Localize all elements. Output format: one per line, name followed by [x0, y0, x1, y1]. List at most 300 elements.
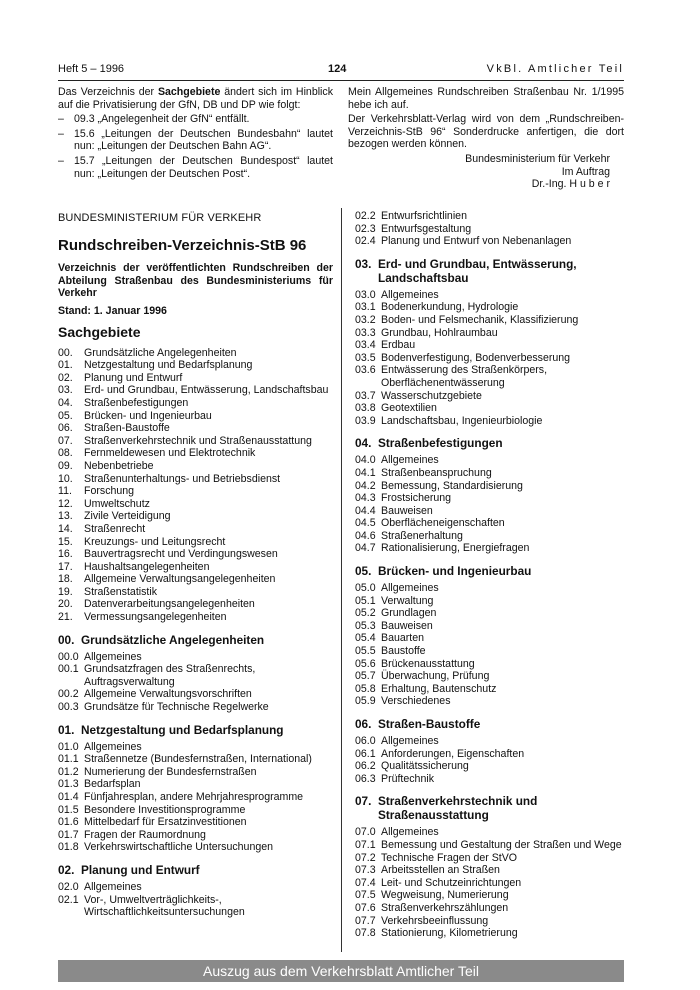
list-item [355, 595, 630, 608]
list-item [58, 384, 333, 397]
letter-paragraph-1: Mein Allgemeines Rundschreiben Straßenbau Nr. 1/1995 hebe ich auf. [348, 86, 624, 111]
item-number: 02.2 [355, 210, 376, 222]
item-label: Prüftechnik [381, 772, 434, 785]
page-number: 124 [328, 63, 347, 75]
sachgebiet-label: Datenverarbeitungsangelegenheiten [84, 598, 255, 611]
item-number: 07.2 [355, 851, 376, 864]
list-item [58, 829, 333, 842]
item-number: 00.3 [58, 701, 79, 714]
item-label: Bodenverfestigung, Bodenverbesserung [381, 351, 571, 364]
list-item [355, 773, 630, 786]
list-item [58, 397, 333, 410]
sachgebiet-number: 09. [58, 459, 73, 472]
list-item [355, 492, 630, 505]
list-item [355, 505, 630, 518]
signature-ministry: Bundesministerium für Verkehr [465, 152, 610, 165]
list-item [355, 877, 630, 890]
signature-block [348, 153, 624, 191]
item-label: Entwässerung des Straßenkörpers, Oberflächenentwässerung [381, 364, 548, 389]
list-item [355, 889, 630, 902]
list-item [355, 645, 630, 658]
list-item [58, 561, 333, 574]
section-number: 04. [355, 436, 372, 451]
sachgebiet-label: Umweltschutz [84, 497, 150, 510]
sachgebiet-label: Straßen-Baustoffe [84, 422, 170, 435]
list-item [355, 735, 630, 748]
sachgebiet-label: Erd- und Grundbau, Entwässerung, Landschaftsbau [84, 384, 329, 397]
document-subtitle: Verzeichnis der veröffentlichten Rundschreiben der Abteilung Straßenbau des Bundesministeriums für Verkehr [58, 262, 333, 299]
item-label: Besondere Investitionsprogramme [84, 803, 246, 816]
item-label: Brückenausstattung [381, 657, 475, 670]
item-label: Stationierung, Kilometrierung [381, 927, 518, 940]
item-number: 05.9 [355, 695, 376, 708]
item-label: Leit- und Schutzeinrichtungen [381, 876, 522, 889]
item-number: 04.5 [355, 517, 376, 530]
item-label: Allgemeine Verwaltungsvorschriften [84, 688, 252, 701]
list-item [58, 359, 333, 372]
sachgebiet-number: 05. [58, 409, 73, 422]
section-heading [58, 863, 333, 877]
item-number: 00.0 [58, 650, 79, 663]
list-item [355, 454, 630, 467]
section-heading [355, 717, 630, 731]
list-item [355, 864, 630, 877]
change-text: 15.7 „Leitungen der Deutschen Bundespost“ lautet nun: „Leitungen der Deutschen Post“. [74, 154, 333, 180]
list-item [58, 791, 333, 804]
list-item [58, 573, 333, 586]
sachgebiet-label: Nebenbetriebe [84, 459, 154, 472]
item-number: 07.4 [355, 876, 376, 889]
section-heading [355, 564, 630, 578]
list-item [355, 223, 630, 236]
sachgebiet-number: 01. [58, 359, 73, 372]
list-item [58, 598, 333, 611]
list-item [58, 753, 333, 766]
list-item [58, 498, 333, 511]
item-number: 03.1 [355, 301, 376, 314]
item-number: 01.1 [58, 753, 79, 766]
list-item [355, 748, 630, 761]
section-title: Grundsätzliche Angelegenheiten [81, 632, 265, 647]
list-item [355, 327, 630, 340]
list-item [355, 390, 630, 403]
sachgebiete-heading: Sachgebiete [58, 324, 141, 340]
document-title: Rundschreiben-Verzeichnis-StB 96 [58, 236, 307, 254]
sachgebiet-number: 21. [58, 611, 73, 624]
item-label: Baustoffe [381, 645, 426, 658]
intro-lead-pre: Das Verzeichnis der [58, 86, 158, 98]
letter-block [348, 86, 624, 191]
sachgebiet-number: 15. [58, 535, 73, 548]
list-item [355, 415, 630, 428]
item-number: 05.2 [355, 607, 376, 620]
document-date: Stand: 1. Januar 1996 [58, 305, 167, 318]
item-label: Straßennetze (Bundesfernstraßen, International) [84, 753, 312, 766]
item-label: Landschaftsbau, Ingenieurbiologie [381, 414, 543, 427]
item-label: Vor-, Umweltverträglichkeits-, Wirtschaftlichkeitsuntersuchungen [84, 893, 245, 919]
list-item [355, 314, 630, 327]
section-heading [355, 436, 630, 450]
item-number: 07.7 [355, 914, 376, 927]
item-label: Erdbau [381, 339, 416, 352]
item-label: Frostsicherung [381, 492, 452, 505]
item-number: 06.2 [355, 760, 376, 773]
item-number: 00.1 [58, 663, 79, 676]
item-number: 02.3 [355, 222, 376, 235]
sachgebiet-number: 14. [58, 522, 73, 535]
section-title: Straßenbefestigungen [378, 436, 503, 451]
change-text: 15.6 „Leitungen der Deutschen Bundesbahn“ lautet nun: „Leitungen der Deutschen Bahn AG“. [74, 127, 333, 153]
item-number: 02.4 [355, 235, 376, 248]
section-heading [355, 794, 630, 822]
sachgebiet-label: Straßenrecht [84, 522, 146, 535]
item-number: 07.5 [355, 889, 376, 902]
section-number: 06. [355, 717, 372, 731]
item-number: 01.2 [58, 765, 79, 778]
item-number: 04.7 [355, 542, 376, 555]
list-item [355, 530, 630, 543]
list-item [58, 410, 333, 423]
right-sections [355, 257, 630, 940]
list-item [355, 235, 630, 248]
item-number: 02.0 [58, 880, 79, 893]
item-number: 07.6 [355, 901, 376, 914]
list-item [58, 701, 333, 714]
item-number: 04.6 [355, 529, 376, 542]
page-header [58, 63, 624, 79]
section-title: Erd- und Grundbau, Entwässerung, Landschaftsbau [378, 256, 577, 285]
item-label: Verkehrswirtschaftliche Untersuchungen [84, 841, 274, 854]
list-item [355, 301, 630, 314]
list-item [355, 289, 630, 302]
issue-label: Heft 5 – 1996 [58, 63, 125, 75]
item-number: 06.3 [355, 772, 376, 785]
item-label: Fragen der Raumordnung [84, 828, 206, 841]
section-title: Straßen-Baustoffe [378, 717, 481, 731]
item-label: Straßenverkehrszählungen [381, 901, 509, 914]
list-item [355, 760, 630, 773]
dash-marker: – [58, 113, 64, 126]
item-number: 06.1 [355, 747, 376, 760]
item-number: 05.8 [355, 682, 376, 695]
sachgebiete-list [58, 347, 333, 624]
item-label: Allgemeines [381, 735, 439, 747]
item-number: 05.1 [355, 594, 376, 607]
item-label: Bedarfsplan [84, 778, 141, 791]
list-item [58, 804, 333, 817]
change-text: 09.3 „Angelegenheit der GfN“ entfällt. [74, 113, 250, 126]
list-item [58, 663, 333, 688]
item-number: 03.4 [355, 339, 376, 352]
list-item [58, 485, 333, 498]
sachgebiet-label: Netzgestaltung und Bedarfsplanung [84, 359, 253, 372]
item-label: Straßenbeanspruchung [381, 466, 492, 479]
list-item [355, 632, 630, 645]
item-label: Entwurfsgestaltung [381, 222, 472, 235]
list-item [58, 766, 333, 779]
list-item [355, 352, 630, 365]
sachgebiet-number: 12. [58, 497, 73, 510]
item-number: 01.7 [58, 828, 79, 841]
item-label: Überwachung, Prüfung [381, 670, 490, 683]
column-divider [341, 208, 342, 952]
item-number: 03.2 [355, 313, 376, 326]
item-label: Allgemeines [381, 288, 439, 301]
list-item [355, 915, 630, 928]
list-item [355, 542, 630, 555]
item-number: 01.6 [58, 816, 79, 829]
item-number: 01.5 [58, 803, 79, 816]
item-label: Allgemeines [381, 582, 439, 595]
item-label: Numerierung der Bundesfernstraßen [84, 765, 257, 778]
sachgebiet-number: 20. [58, 598, 73, 611]
list-item [58, 651, 333, 664]
change-item [58, 113, 333, 126]
list-item [58, 536, 333, 549]
sachgebiet-label: Straßenunterhaltungs- und Betriebsdienst [84, 472, 281, 485]
list-item [355, 852, 630, 865]
list-item [355, 210, 630, 223]
sachgebiet-label: Straßenverkehrstechnik und Straßenausstattung [84, 434, 312, 447]
item-label: Oberflächeneigenschaften [381, 517, 505, 530]
dash-marker: – [58, 154, 64, 167]
item-label: Bemessung, Standardisierung [381, 479, 523, 492]
sachgebiet-label: Forschung [84, 485, 135, 498]
list-item [58, 435, 333, 448]
item-label: Technische Fragen der StVO [381, 851, 518, 864]
sachgebiet-number: 10. [58, 472, 73, 485]
list-item [58, 586, 333, 599]
sachgebiet-number: 04. [58, 396, 73, 409]
item-number: 07.3 [355, 864, 376, 877]
sachgebiet-label: Zivile Verteidigung [84, 510, 171, 523]
item-number: 03.9 [355, 414, 376, 427]
sachgebiet-number: 11. [58, 485, 72, 498]
list-item [355, 402, 630, 415]
sachgebiet-label: Haushaltsangelegenheiten [84, 560, 210, 573]
left-sections [58, 633, 333, 919]
list-item [58, 841, 333, 854]
list-item [58, 688, 333, 701]
item-label: Bodenerkundung, Hydrologie [381, 301, 519, 314]
item-number: 05.3 [355, 619, 376, 632]
sachgebiet-number: 00. [58, 346, 73, 359]
intro-lead-bold: Sachgebiete [157, 86, 221, 98]
sachgebiet-label: Allgemeine Verwaltungsangelegenheiten [84, 573, 276, 586]
list-item [58, 510, 333, 523]
change-item [58, 155, 333, 180]
item-number: 05.4 [355, 632, 376, 645]
sachgebiet-number: 13. [58, 510, 73, 523]
item-number: 04.1 [355, 466, 376, 479]
sachgebiet-label: Brücken- und Ingenieurbau [84, 409, 212, 422]
sachgebiet-number: 18. [58, 573, 73, 586]
list-item [58, 523, 333, 536]
sachgebiet-label: Straßenbefestigungen [84, 396, 189, 409]
header-rule [58, 80, 624, 81]
list-item [355, 517, 630, 530]
footer-banner: Auszug aus dem Verkehrsblatt Amtlicher Teil [58, 960, 624, 982]
sachgebiet-number: 06. [58, 422, 73, 435]
signature-auftrag: Im Auftrag [561, 165, 610, 178]
section-title: Brücken- und Ingenieurbau [378, 564, 532, 579]
item-label: Allgemeines [84, 880, 142, 893]
item-label: Rationalisierung, Energiefragen [381, 542, 530, 555]
signature-name: Dr.-Ing. H u b e r [531, 178, 610, 191]
item-label: Allgemeines [381, 826, 439, 839]
list-item [355, 620, 630, 633]
item-label: Bauweisen [381, 619, 433, 632]
list-item [355, 607, 630, 620]
item-label: Grundbau, Hohlraumbau [381, 326, 498, 339]
list-item [355, 927, 630, 940]
list-item [58, 881, 333, 894]
item-label: Boden- und Felsmechanik, Klassifizierung [381, 313, 579, 326]
item-number: 03.8 [355, 402, 376, 415]
item-number: 07.8 [355, 927, 376, 940]
item-number: 03.6 [355, 364, 376, 377]
sachgebiet-number: 17. [58, 560, 73, 573]
item-label: Anforderungen, Eigenschaften [381, 747, 525, 760]
intro-lead [58, 86, 333, 111]
sachgebiet-number: 07. [58, 434, 73, 447]
sachgebiet-label: Fernmeldewesen und Elektrotechnik [84, 447, 256, 460]
item-label: Verkehrsbeeinflussung [381, 914, 489, 927]
item-number: 02.1 [58, 893, 79, 906]
item-number: 04.3 [355, 492, 376, 505]
section-heading [58, 723, 333, 737]
list-item [355, 582, 630, 595]
list-item [355, 826, 630, 839]
section-title: Straßenverkehrstechnik und Straßenausstattung [378, 794, 538, 823]
item-label: Allgemeines [84, 740, 142, 753]
list-item [58, 894, 333, 919]
change-item [58, 128, 333, 153]
item-label: Bemessung und Gestaltung der Straßen und Wege [381, 838, 622, 851]
letter-paragraph-2: Der Verkehrsblatt-Verlag wird von dem „Rundschreiben-Verzeichnis-StB 96“ Sonderdrucke anfertigen, die dort bezogen werden können. [348, 113, 624, 151]
sachgebiet-number: 08. [58, 447, 73, 460]
list-item [355, 670, 630, 683]
dash-marker: – [58, 127, 64, 140]
section-number: 00. [58, 632, 75, 647]
item-number: 05.7 [355, 670, 376, 683]
list-item [355, 695, 630, 708]
item-label: Grundsätze für Technische Regelwerke [84, 701, 269, 714]
intro-lead-post: ändert sich im Hinblick auf die Privatisierung der GfN, DB und DP wie folgt: [58, 86, 334, 111]
section-number: 05. [355, 564, 372, 579]
list-item [58, 347, 333, 360]
item-label: Geotextilien [381, 402, 437, 415]
sachgebiet-number: 03. [58, 384, 73, 397]
list-item [355, 658, 630, 671]
list-item [58, 372, 333, 385]
sachgebiet-label: Bauvertragsrecht und Verdingungswesen [84, 548, 278, 561]
sachgebiet-label: Straßenstatistik [84, 585, 158, 598]
item-label: Wegweisung, Numerierung [381, 889, 509, 902]
item-number: 04.4 [355, 504, 376, 517]
list-item [58, 422, 333, 435]
right-column [355, 210, 630, 940]
item-number: 01.0 [58, 740, 79, 753]
list-item [355, 902, 630, 915]
list-item [58, 548, 333, 561]
list-item [355, 480, 630, 493]
list-item [58, 447, 333, 460]
section-title: Planung und Entwurf [81, 862, 200, 877]
list-item [355, 839, 630, 852]
item-number: 07.1 [355, 838, 376, 851]
item-number: 06.0 [355, 735, 376, 747]
item-number: 03.3 [355, 326, 376, 339]
ministry-heading: BUNDESMINISTERIUM FÜR VERKEHR [58, 212, 262, 224]
section-number: 07. [355, 794, 372, 809]
item-label: Qualitätssicherung [381, 760, 469, 773]
left-column [58, 212, 333, 919]
item-label: Arbeitsstellen an Straßen [381, 864, 500, 877]
continued-list [355, 210, 630, 248]
item-label: Fünfjahresplan, andere Mehrjahresprogramme [84, 791, 304, 803]
list-item [58, 611, 333, 624]
item-label: Straßenerhaltung [381, 529, 463, 542]
sachgebiet-label: Grundsätzliche Angelegenheiten [84, 346, 237, 359]
item-number: 05.6 [355, 657, 376, 670]
item-number: 07.0 [355, 826, 376, 839]
sachgebiet-label: Vermessungsangelegenheiten [84, 611, 227, 624]
item-number: 04.0 [355, 454, 376, 467]
sachgebiet-label: Planung und Entwurf [84, 371, 183, 384]
item-number: 03.5 [355, 351, 376, 364]
list-item [58, 460, 333, 473]
sachgebiet-number: 19. [58, 585, 73, 598]
item-label: Verwaltung [381, 594, 434, 607]
list-item [58, 778, 333, 791]
item-label: Bauarten [381, 632, 424, 645]
item-number: 05.5 [355, 645, 376, 658]
item-label: Bauweisen [381, 504, 433, 517]
item-label: Allgemeines [381, 454, 439, 467]
item-number: 00.2 [58, 688, 79, 701]
list-item [58, 473, 333, 486]
item-label: Wasserschutzgebiete [381, 389, 482, 402]
item-number: 05.0 [355, 582, 376, 595]
section-heading [58, 633, 333, 647]
list-item [58, 816, 333, 829]
item-number: 01.8 [58, 841, 79, 854]
item-label: Erhaltung, Bautenschutz [381, 682, 497, 695]
sachgebiet-label: Kreuzungs- und Leitungsrecht [84, 535, 226, 548]
list-item [355, 467, 630, 480]
list-item [355, 683, 630, 696]
list-item [355, 339, 630, 352]
item-label: Grundlagen [381, 607, 437, 620]
item-label: Mittelbedarf für Ersatzinvestitionen [84, 816, 247, 829]
list-item [355, 364, 630, 389]
item-number: 04.2 [355, 479, 376, 492]
section-number: 03. [355, 256, 372, 271]
list-item [58, 741, 333, 754]
intro-change-list [58, 113, 333, 180]
item-number: 01.3 [58, 778, 79, 791]
intro-block [58, 86, 333, 180]
item-label: Entwurfsrichtlinien [381, 210, 467, 222]
item-label: Allgemeines [84, 650, 142, 663]
item-number: 01.4 [58, 791, 79, 803]
section-title: Netzgestaltung und Bedarfsplanung [81, 722, 284, 737]
item-number: 03.0 [355, 288, 376, 301]
item-label: Grundsatzfragen des Straßenrechts, Auftragsverwaltung [84, 663, 256, 688]
sachgebiet-number: 02. [58, 371, 73, 384]
sachgebiet-number: 16. [58, 548, 73, 561]
